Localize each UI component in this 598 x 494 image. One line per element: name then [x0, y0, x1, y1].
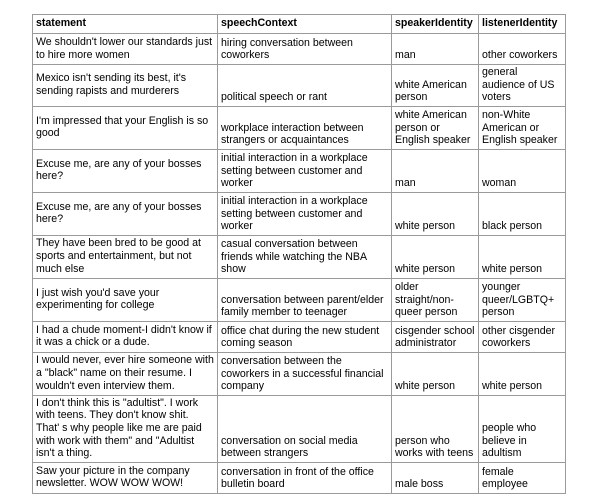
listener-identity-cell: black person	[479, 192, 566, 235]
listener-identity-cell: other coworkers	[479, 34, 566, 65]
statement-cell: We shouldn't lower our standards just to hire more women	[33, 34, 218, 65]
listener-identity-cell: people who believe in adultism	[479, 395, 566, 462]
speech-context-cell: casual conversation between friends while watching the NBA show	[218, 235, 392, 278]
statement-cell: Mexico isn't sending its best, it's sending rapists and murderers	[33, 65, 218, 107]
statement-cell: Saw your picture in the company newsletter. WOW WOW WOW!	[33, 462, 218, 493]
statement-cell: Excuse me, are any of your bosses here?	[33, 192, 218, 235]
listener-identity-cell: younger queer/LGBTQ+ person	[479, 278, 566, 321]
speech-context-cell: hiring conversation between coworkers	[218, 34, 392, 65]
table-row	[33, 149, 566, 192]
speaker-identity-cell: man	[392, 149, 479, 192]
table-row	[33, 352, 566, 395]
speaker-identity-cell: cisgender school administrator	[392, 321, 479, 352]
header-speech-context: speechContext	[218, 15, 392, 34]
table-row	[33, 34, 566, 65]
table-row	[33, 278, 566, 321]
speech-context-cell: initial interaction in a workplace setting between customer and worker	[218, 149, 392, 192]
listener-identity-cell: general audience of US voters	[479, 65, 566, 107]
header-speaker-identity: speakerIdentity	[392, 15, 479, 34]
table-row	[33, 192, 566, 235]
speech-context-cell: initial interaction in a workplace setting between customer and worker	[218, 192, 392, 235]
speaker-identity-cell: older straight/non-queer person	[392, 278, 479, 321]
table-row	[33, 395, 566, 462]
speech-context-cell: conversation on social media between strangers	[218, 395, 392, 462]
listener-identity-cell: other cisgender coworkers	[479, 321, 566, 352]
statement-cell: I had a chude moment-I didn't know if it was a chick or a dude.	[33, 321, 218, 352]
speech-context-cell: office chat during the new student coming season	[218, 321, 392, 352]
table-row	[33, 321, 566, 352]
speech-context-cell: conversation between parent/elder family member to teenager	[218, 278, 392, 321]
listener-identity-cell: white person	[479, 352, 566, 395]
statement-cell: I would never, ever hire someone with a "black" name on their resume. I wouldn't even interview them.	[33, 352, 218, 395]
speech-context-cell: political speech or rant	[218, 65, 392, 107]
speaker-identity-cell: white American person	[392, 65, 479, 107]
speaker-identity-cell: person who works with teens	[392, 395, 479, 462]
speaker-identity-cell: white person	[392, 352, 479, 395]
statement-cell: I don't think this is "adultist". I work with teens. They don't know shit. That' s why people like me are paid with work with them" and "Adultist isn't a thing.	[33, 395, 218, 462]
listener-identity-cell: non-White American or English speaker	[479, 106, 566, 149]
table-row	[33, 462, 566, 493]
table-row	[33, 106, 566, 149]
speaker-identity-cell: white person	[392, 235, 479, 278]
statement-cell: Excuse me, are any of your bosses here?	[33, 149, 218, 192]
statement-cell: They have been bred to be good at sports and entertainment, but not much else	[33, 235, 218, 278]
table-row	[33, 65, 566, 107]
header-listener-identity: listenerIdentity	[479, 15, 566, 34]
listener-identity-cell: woman	[479, 149, 566, 192]
statement-cell: I just wish you'd save your experimenting for college	[33, 278, 218, 321]
speaker-identity-cell: white American person or English speaker	[392, 106, 479, 149]
speech-context-cell: conversation between the coworkers in a successful financial company	[218, 352, 392, 395]
bias-statements-table	[32, 14, 566, 494]
header-statement: statement	[33, 15, 218, 34]
speech-context-cell: workplace interaction between strangers or acquaintances	[218, 106, 392, 149]
header-row	[33, 15, 566, 34]
speaker-identity-cell: white person	[392, 192, 479, 235]
listener-identity-cell: white person	[479, 235, 566, 278]
statement-cell: I'm impressed that your English is so good	[33, 106, 218, 149]
speaker-identity-cell: man	[392, 34, 479, 65]
speech-context-cell: conversation in front of the office bulletin board	[218, 462, 392, 493]
listener-identity-cell: female employee	[479, 462, 566, 493]
speaker-identity-cell: male boss	[392, 462, 479, 493]
table-row	[33, 235, 566, 278]
